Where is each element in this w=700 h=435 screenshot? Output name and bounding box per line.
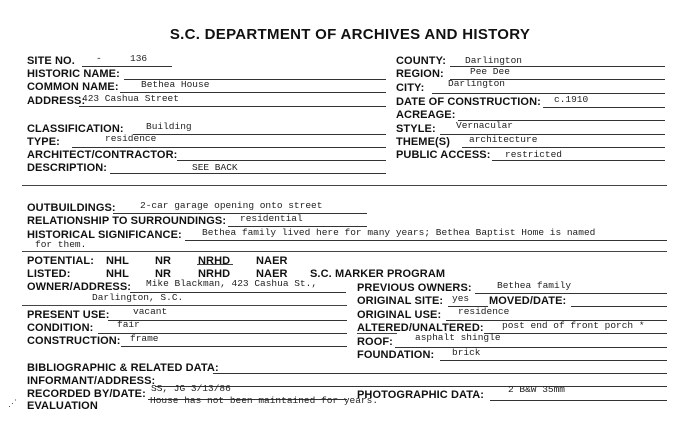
foundation-line bbox=[440, 360, 667, 361]
listed-nrhd-strike bbox=[197, 264, 233, 265]
evaluation-label: EVALUATION bbox=[27, 400, 98, 412]
description-extra-line bbox=[22, 185, 667, 186]
common-name-label: COMMON NAME: bbox=[27, 81, 119, 93]
historical-significance-extra-line bbox=[22, 251, 667, 252]
previous-owners-label: PREVIOUS OWNERS: bbox=[357, 282, 472, 294]
construction-line bbox=[121, 346, 347, 347]
listed-nrhd: NRHD bbox=[198, 268, 231, 280]
outbuildings-value: 2-car garage opening onto street bbox=[140, 200, 323, 211]
evaluation-value: House has not been maintained for years. bbox=[150, 395, 379, 406]
roof-value: asphalt shingle bbox=[415, 332, 501, 343]
historic-name-label: HISTORIC NAME: bbox=[27, 68, 120, 80]
classification-value: Building bbox=[146, 121, 192, 132]
acreage-label: ACREAGE: bbox=[396, 109, 456, 121]
informant-label: INFORMANT/ADDRESS: bbox=[27, 375, 156, 387]
original-use-label: ORIGINAL USE: bbox=[357, 309, 442, 321]
moved-date-label: MOVED/DATE: bbox=[489, 295, 567, 307]
owner-address-label: OWNER/ADDRESS: bbox=[27, 281, 132, 293]
historical-significance-line bbox=[185, 240, 667, 241]
classification-label: CLASSIFICATION: bbox=[27, 123, 124, 135]
date-of-construction-line bbox=[543, 107, 665, 108]
condition-value: fair bbox=[117, 319, 140, 330]
original-use-value: residence bbox=[458, 306, 510, 317]
potential-nrhd: NRHD bbox=[198, 255, 231, 267]
description-value: SEE BACK bbox=[192, 162, 238, 173]
construction-value: frame bbox=[130, 333, 159, 344]
photographic-data-label: PHOTOGRAPHIC DATA: bbox=[357, 389, 485, 401]
photographic-data-line bbox=[490, 400, 667, 401]
moved-date-line bbox=[571, 306, 667, 307]
potential-nhl: NHL bbox=[106, 255, 129, 267]
style-value: Vernacular bbox=[456, 120, 514, 131]
altered-underline bbox=[357, 333, 397, 334]
informant-line bbox=[155, 386, 667, 387]
present-use-line bbox=[108, 320, 347, 321]
owner-address-value-2: Darlington, S.C. bbox=[92, 292, 184, 303]
potential-label: POTENTIAL: bbox=[27, 255, 94, 267]
public-access-value: restricted bbox=[505, 149, 563, 160]
address-value: 423 Cashua Street bbox=[82, 93, 179, 104]
architect-contractor-line bbox=[177, 160, 386, 161]
date-of-construction-value: c.1910 bbox=[554, 94, 589, 105]
address-line bbox=[79, 106, 386, 107]
historical-significance-value-2: for them. bbox=[35, 239, 87, 250]
outbuildings-label: OUTBUILDINGS: bbox=[27, 202, 116, 214]
listed-label: LISTED: bbox=[27, 268, 71, 280]
potential-naer: NAER bbox=[256, 255, 288, 267]
description-label: DESCRIPTION: bbox=[27, 162, 108, 174]
site-no-line bbox=[82, 66, 172, 67]
type-value: residence bbox=[105, 133, 157, 144]
foundation-label: FOUNDATION: bbox=[357, 349, 435, 361]
county-value: Darlington bbox=[465, 55, 523, 66]
present-use-value: vacant bbox=[133, 306, 168, 317]
address-label: ADDRESS: bbox=[27, 95, 86, 107]
form-title: S.C. DEPARTMENT OF ARCHIVES AND HISTORY bbox=[169, 26, 531, 43]
listed-nhl: NHL bbox=[106, 268, 129, 280]
style-label: STYLE: bbox=[396, 123, 436, 135]
public-access-label: PUBLIC ACCESS: bbox=[396, 149, 491, 161]
foundation-value: brick bbox=[452, 347, 481, 358]
stray-mark: ⋰ bbox=[8, 398, 17, 408]
roof-label: ROOF: bbox=[357, 336, 393, 348]
original-site-value: yes bbox=[452, 293, 470, 304]
description-line bbox=[110, 173, 386, 174]
common-name-value: Bethea House bbox=[141, 79, 210, 90]
listed-sc-marker-program: S.C. MARKER PROGRAM bbox=[310, 268, 446, 280]
region-value: Pee Dee bbox=[470, 66, 510, 77]
recorded-by-value: SS, JG 3/13/86 bbox=[151, 383, 231, 394]
site-no-label: SITE NO. bbox=[27, 55, 75, 67]
type-label: TYPE: bbox=[27, 136, 60, 148]
relationship-label: RELATIONSHIP TO SURROUNDINGS: bbox=[27, 215, 227, 227]
historical-significance-value-1: Bethea family lived here for many years; Bethea Baptist Home is named bbox=[202, 227, 596, 238]
site-no-value: 136 bbox=[130, 53, 148, 64]
altered-unaltered-value: post end of front porch * bbox=[502, 320, 645, 331]
type-line bbox=[72, 147, 386, 148]
condition-label: CONDITION: bbox=[27, 322, 94, 334]
owner-address-value-1: Mike Blackman, 423 Cashua St., bbox=[146, 278, 318, 289]
present-use-label: PRESENT USE: bbox=[27, 309, 110, 321]
historical-significance-label: HISTORICAL SIGNIFICANCE: bbox=[27, 229, 182, 241]
construction-label: CONSTRUCTION: bbox=[27, 335, 121, 347]
bibliographic-label: BIBLIOGRAPHIC & RELATED DATA: bbox=[27, 362, 219, 374]
classification-line bbox=[133, 134, 386, 135]
date-of-construction-label: DATE OF CONSTRUCTION: bbox=[396, 96, 541, 108]
city-label: CITY: bbox=[396, 82, 425, 94]
photographic-data-value: 2 B&W 35mm bbox=[508, 384, 566, 395]
public-access-line bbox=[492, 160, 665, 161]
previous-owners-line bbox=[475, 293, 667, 294]
original-site-label: ORIGINAL SITE: bbox=[357, 295, 444, 307]
roof-line bbox=[395, 347, 667, 348]
recorded-by-label: RECORDED BY/DATE: bbox=[27, 388, 146, 400]
architect-contractor-label: ARCHITECT/CONTRACTOR: bbox=[27, 149, 178, 161]
themes-line bbox=[462, 147, 665, 148]
relationship-value: residential bbox=[240, 213, 303, 224]
altered-unaltered-line bbox=[484, 333, 667, 334]
city-line bbox=[432, 93, 665, 94]
themes-label: THEME(S) bbox=[396, 136, 450, 148]
listed-naer: NAER bbox=[256, 268, 288, 280]
potential-nr: NR bbox=[155, 255, 172, 267]
previous-owners-value: Bethea family bbox=[497, 280, 572, 291]
region-label: REGION: bbox=[396, 68, 444, 80]
altered-unaltered-label: ALTERED/UNALTERED: bbox=[357, 322, 484, 334]
county-label: COUNTY: bbox=[396, 55, 446, 67]
site-no-mark: - bbox=[96, 53, 102, 64]
bibliographic-line bbox=[213, 373, 667, 374]
themes-value: architecture bbox=[469, 134, 538, 145]
listed-nr: NR bbox=[155, 268, 172, 280]
city-value: Darlington bbox=[448, 78, 506, 89]
owner-address-extra-line bbox=[22, 305, 347, 306]
